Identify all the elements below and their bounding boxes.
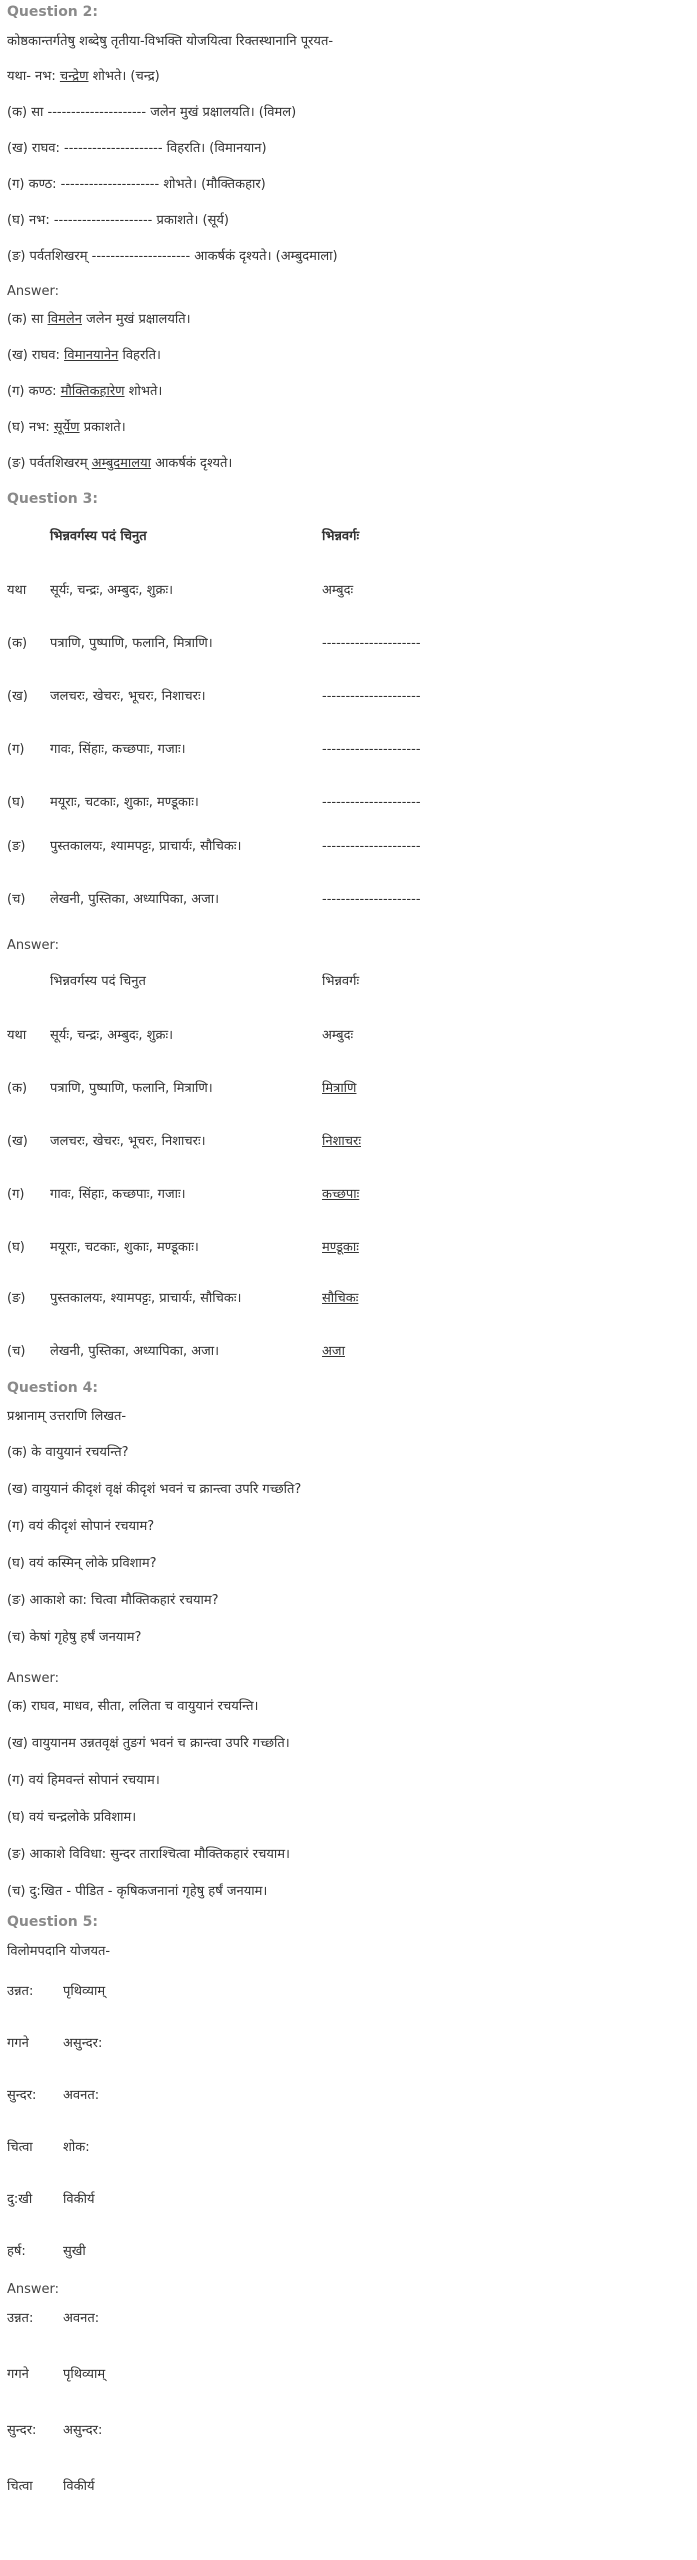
q3-row-words: पुस्तकालयः, श्यामपट्टः, प्राचार्यः, सौचिकः। xyxy=(50,839,242,854)
q3-answer-row-odd: अम्बुदः xyxy=(322,1028,354,1043)
q2-answer xyxy=(7,311,191,329)
q5-answer-left: गगने xyxy=(7,2367,29,2382)
q4-item: (च) केषां गृहेषु हर्षं जनयाम? xyxy=(7,1630,142,1645)
q3-answer-row-words: सूर्यः, चन्द्रः, अम्बुदः, शुक्रः। xyxy=(50,1028,174,1043)
answer-fill: अम्बुदमालया xyxy=(91,456,152,471)
answer-post: विहरति। xyxy=(118,348,161,363)
q3-answer-row-odd: मण्डूकाः xyxy=(322,1240,359,1255)
q5-pair-right: पृथिव्याम् xyxy=(63,1984,106,1999)
q3-row-words: जलचरः, खेचरः, भूचरः, निशाचरः। xyxy=(50,689,206,704)
answer-pre: (ख) राघव: xyxy=(7,348,65,363)
q5-answer-left: उन्नत: xyxy=(7,2311,34,2326)
q3-row-odd: अम्बुदः xyxy=(322,583,354,598)
q2-answer xyxy=(7,383,162,401)
q5-pair-right: विकीर्य xyxy=(63,2192,95,2207)
answer-fill: विमलेन xyxy=(47,312,82,327)
answer-post: आकर्षकं दृश्यते। xyxy=(151,456,233,471)
q3-answer-row-label: (च) xyxy=(7,1344,26,1359)
q3-row-odd: --------------------- xyxy=(322,892,421,907)
q3-answer-label: Answer: xyxy=(7,938,60,953)
q3-answer-row-odd: कच्छपाः xyxy=(322,1187,360,1202)
q3-answer-row-label: (क) xyxy=(7,1081,28,1096)
q2-item: (ख) राघव: --------------------- विहरति। (विमानयान) xyxy=(7,141,267,156)
q3-row-words: लेखनी, पुस्तिका, अध्यापिका, अजा। xyxy=(50,892,220,907)
q5-pair-right: सुखी xyxy=(63,2244,86,2259)
q5-pair-left: दु:खी xyxy=(7,2192,33,2207)
q3-answer-row-words: जलचरः, खेचरः, भूचरः, निशाचरः। xyxy=(50,1134,206,1149)
q3-row-odd: --------------------- xyxy=(322,689,421,704)
q3-answer-row-words: मयूराः, चटकाः, शुकाः, मण्डूकाः। xyxy=(50,1240,199,1255)
q3-row-odd: --------------------- xyxy=(322,636,421,651)
q5-pair-right: असुन्दर: xyxy=(63,2036,103,2051)
q3-row-label: (च) xyxy=(7,892,26,907)
q4-answer: (घ) वयं चन्द्रलोके प्रविशाम। xyxy=(7,1810,137,1825)
answer-post: जलेन मुखं प्रक्षालयति। xyxy=(81,312,191,327)
q3-answer-row-odd: मित्राणि xyxy=(322,1081,357,1096)
answer-fill: सूर्येण xyxy=(53,420,80,435)
q4-answer-label: Answer: xyxy=(7,1671,60,1686)
q3-row-words: मयूराः, चटकाः, शुकाः, मण्डूकाः। xyxy=(50,795,199,810)
q2-instruction: कोष्ठकान्तर्गतेषु शब्देषु तृतीया-विभक्ति योजयित्वा रिक्तस्थानानि पूरयत- xyxy=(7,34,334,49)
q3-answer-row-odd: सौचिकः xyxy=(322,1291,359,1306)
q5-answer-label: Answer: xyxy=(7,2282,60,2297)
q3-answer-row-label: यथा xyxy=(7,1028,27,1043)
q5-answer-left: चित्वा xyxy=(7,2479,33,2494)
q2-answer xyxy=(7,347,161,365)
q2-answer xyxy=(7,419,126,437)
question-4-heading: Question 4: xyxy=(7,1380,98,1396)
q2-item: (क) सा --------------------- जलेन मुखं प्रक्षालयति। (विमल) xyxy=(7,105,297,120)
answer-post: प्रकाशते। xyxy=(79,420,126,435)
q2-item: (ङ) पर्वतशिखरम् --------------------- आकर्षकं दृश्यते। (अम्बुदमाला) xyxy=(7,249,338,264)
answer-pre: (ङ) पर्वतशिखरम् xyxy=(7,456,92,471)
q2-example-pre: यथा- नभ: xyxy=(7,69,60,84)
q3-answer-row-words: पत्राणि, पुष्पाणि, फलानि, मित्राणि। xyxy=(50,1081,213,1096)
q3-answer-row-label: (ङ) xyxy=(7,1291,26,1306)
q2-example-post: शोभते। (चन्द्र) xyxy=(88,69,160,84)
q3-row-label: यथा xyxy=(7,583,27,598)
q3-answer-row-label: (ग) xyxy=(7,1187,25,1202)
q3-answer-col2-header: भिन्नवर्गः xyxy=(322,974,360,989)
q2-item: (ग) कण्ठ: --------------------- शोभते। (मौक्तिकहार) xyxy=(7,177,266,192)
q5-pair-left: सुन्दर: xyxy=(7,2088,37,2103)
q5-pair-right: अवनत: xyxy=(63,2088,100,2103)
q3-row-words: पत्राणि, पुष्पाणि, फलानि, मित्राणि। xyxy=(50,636,213,651)
answer-pre: (ग) कण्ठ: xyxy=(7,384,61,399)
q3-row-words: सूर्यः, चन्द्रः, अम्बुदः, शुक्रः। xyxy=(50,583,174,598)
q5-pair-left: उन्नत: xyxy=(7,1984,34,1999)
q3-answer-row-label: (घ) xyxy=(7,1240,25,1255)
q3-answer-row-words: पुस्तकालयः, श्यामपट्टः, प्राचार्यः, सौचिकः। xyxy=(50,1291,242,1306)
q3-row-odd: --------------------- xyxy=(322,742,421,757)
q3-row-label: (क) xyxy=(7,636,28,651)
q3-answer-row-label: (ख) xyxy=(7,1134,28,1149)
q3-answer-row-odd: अजा xyxy=(322,1344,345,1359)
q4-instruction: प्रश्नानाम् उत्तराणि लिखत- xyxy=(7,1409,127,1424)
q5-answer-right: विकीर्य xyxy=(63,2479,95,2494)
q3-row-label: (ग) xyxy=(7,742,25,757)
answer-fill: मौक्तिकहारेण xyxy=(60,384,125,399)
q5-pair-right: शोक: xyxy=(63,2140,90,2155)
q3-col2-header: भिन्नवर्गः xyxy=(322,529,360,544)
q3-row-odd: --------------------- xyxy=(322,795,421,810)
q3-answer-row-words: लेखनी, पुस्तिका, अध्यापिका, अजा। xyxy=(50,1344,220,1359)
answer-post: शोभते। xyxy=(124,384,163,399)
q3-answer-row-odd: निशाचरः xyxy=(322,1134,361,1149)
q5-instruction: विलोमपदानि योजयत- xyxy=(7,1944,111,1959)
q3-row-label: (ङ) xyxy=(7,839,26,854)
q4-item: (ग) वयं कीदृशं सोपानं रचयाम? xyxy=(7,1519,155,1534)
q4-answer: (ग) वयं हिमवन्तं सोपानं रचयाम। xyxy=(7,1773,160,1788)
q5-pair-left: हर्ष: xyxy=(7,2244,26,2259)
q4-answer: (ङ) आकाशे विविधा: सुन्दर ताराश्चित्वा मौक्तिकहारं रचयाम। xyxy=(7,1847,290,1862)
q5-answer-right: अवनत: xyxy=(63,2311,100,2326)
answer-fill: विमानयानेन xyxy=(64,348,119,363)
q5-answer-left: सुन्दर: xyxy=(7,2423,37,2438)
q2-example xyxy=(7,68,160,86)
q3-row-odd: --------------------- xyxy=(322,839,421,854)
q2-item: (घ) नभ: --------------------- प्रकाशते। (सूर्य) xyxy=(7,213,229,228)
q5-answer-right: असुन्दर: xyxy=(63,2423,103,2438)
q4-answer: (च) दु:खित - पीडित - कृषिकजनानां गृहेषु हर्षं जनयाम। xyxy=(7,1884,268,1899)
q3-col1-header: भिन्नवर्गस्य पदं चिनुत xyxy=(50,529,147,544)
q5-answer-right: पृथिव्याम् xyxy=(63,2367,106,2382)
answer-pre: (क) सा xyxy=(7,312,48,327)
question-5-heading: Question 5: xyxy=(7,1914,98,1930)
q4-item: (ख) वायुयानं कीदृशं वृक्षं कीदृशं भवनं च क्रान्त्वा उपरि गच्छति? xyxy=(7,1482,302,1497)
q3-row-label: (घ) xyxy=(7,795,25,810)
q2-example-fill: चन्द्रेण xyxy=(59,69,89,84)
q4-answer: (क) राघव, माधव, सीता, ललिता च वायुयानं रचयन्ति। xyxy=(7,1699,259,1714)
q5-pair-left: गगने xyxy=(7,2036,29,2051)
q5-pair-left: चित्वा xyxy=(7,2140,33,2155)
q3-answer-row-words: गावः, सिंहाः, कच्छपाः, गजाः। xyxy=(50,1187,186,1202)
q4-item: (घ) वयं कस्मिन् लोके प्रविशाम? xyxy=(7,1556,157,1571)
q3-row-words: गावः, सिंहाः, कच्छपाः, गजाः। xyxy=(50,742,186,757)
answer-pre: (घ) नभ: xyxy=(7,420,54,435)
q3-answer-col1-header: भिन्नवर्गस्य पदं चिनुत xyxy=(50,974,146,989)
q4-answer: (ख) वायुयानम उन्नतवृक्षं तुङगं भवनं च क्रान्त्वा उपरि गच्छति। xyxy=(7,1736,290,1751)
q2-answer xyxy=(7,455,232,473)
q4-item: (क) के वायुयानं रचयन्ति? xyxy=(7,1445,129,1460)
q3-row-label: (ख) xyxy=(7,689,28,704)
question-3-heading: Question 3: xyxy=(7,491,98,507)
question-2-heading: Question 2: xyxy=(7,4,98,20)
q2-answer-label: Answer: xyxy=(7,284,60,299)
q4-item: (ङ) आकाशे का: चित्वा मौक्तिकहारं रचयाम? xyxy=(7,1593,219,1608)
